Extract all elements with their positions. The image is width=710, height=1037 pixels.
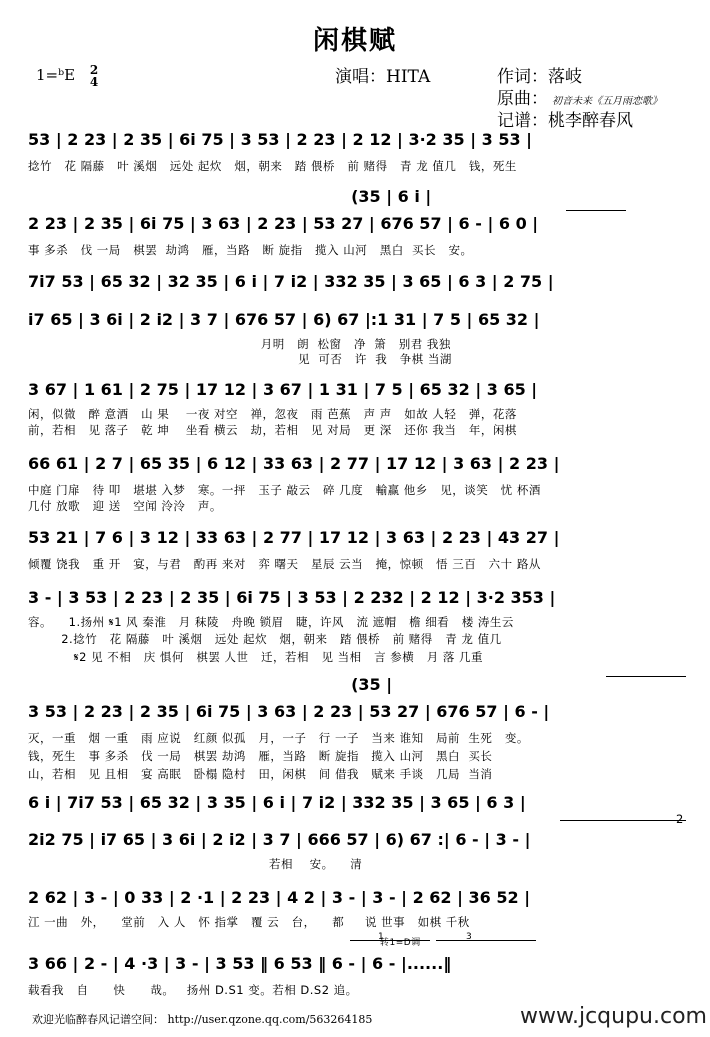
- score-row-4: i7 65 | 3 6i | 2 i2 | 3 7 | 676 57 | 6) 67 |:1 31 | 7 5 | 65 32 |: [28, 310, 540, 329]
- score-row-9: 3 53 | 2 23 | 2 35 | 6i 75 | 3 63 | 2 23 | 53 27 | 676 57 | 6 - |: [28, 702, 550, 721]
- lyric-row-6b: 几付 放歌 迎 送 空闻 泠泠 声。: [28, 499, 222, 513]
- lyric-row-9b: 钱，死生 事 多杀 伐 一局 棋罢 劫鸿 雁，当路 断 旋指 揽入 山河 黑白 买长: [28, 749, 493, 763]
- original-label: 原曲：: [497, 89, 548, 109]
- recorder: 记谱：桃李醉春风: [497, 111, 633, 131]
- lyricist: 作词：落岐: [497, 67, 582, 87]
- volta-1-number: 1: [378, 932, 385, 942]
- time-top: 2: [89, 63, 99, 77]
- lyric-row-8c: 𝄋2 见 不相 庆 惧何 棋罢 人世 迁，若相 见 当相 言 参横 月 落 几重: [28, 650, 484, 664]
- lyric-row-12a: 江 一曲 外， 堂前 入 人 怀 指掌 覆 云 台， 都 说 世事 如棋 千秋: [28, 915, 470, 929]
- watermark: www.jcqupu.com: [520, 1004, 707, 1029]
- volta-2-number: 2: [676, 812, 684, 826]
- lyric-row-5a: 闲，似微 醉 意酒 山 果 一夜 对空 禅，忽夜 雨 芭蕉 声 声 如故 人轻 弹，花落: [28, 407, 517, 421]
- lyric-row-4a: 月明 朗 松窗 净 箫 别君 我独: [28, 337, 451, 351]
- lyric-row-9a: 灭，一重 烟 一重 雨 应说 红颜 似孤 月，一子 行 一子 当来 谁知 局前 生死 变。: [28, 731, 529, 745]
- volta-3-number: 3: [466, 932, 473, 942]
- key-label: 1=ᵇE: [36, 66, 76, 84]
- volta-line: [606, 676, 686, 677]
- score-row-7: 53 21 | 7 6 | 3 12 | 33 63 | 2 77 | 17 12 | 3 63 | 2 23 | 43 27 |: [28, 528, 560, 547]
- time-signature: [90, 64, 98, 88]
- score-row-3: 7i7 53 | 65 32 | 32 35 | 6 i | 7 i2 | 332 35 | 3 65 | 6 3 | 2 75 |: [28, 272, 554, 291]
- lyric-row-13a: 载看我 自 快 哉。 扬州 D.S1 变。若相 D.S2 追。: [28, 983, 358, 997]
- lyric-row-7a: 倾覆 饶我 重 开 宴，与君 酌再 来对 弈 曙天 星辰 云当 掩，惊顿 悟 三百 六十 路从: [28, 557, 541, 571]
- modulation-mark: 转1=D调: [380, 938, 421, 948]
- slur-line: [566, 210, 626, 211]
- score-row-2: 2 23 | 2 35 | 6i 75 | 3 63 | 2 23 | 53 27 | 676 57 | 6 - | 6 0 |: [28, 214, 539, 233]
- score-row-6: 66 61 | 2 7 | 65 35 | 6 12 | 33 63 | 2 77 | 17 12 | 3 63 | 2 23 |: [28, 454, 560, 473]
- lyric-row-8b: 2.捻竹 花 隔藤 叶 溪烟 远处 起炊 烟，朝来 踏 偎桥 前 赌得 青 龙 值几: [28, 632, 502, 646]
- score-row-11: 2i2 75 | i7 65 | 3 6i | 2 i2 | 3 7 | 666 57 | 6) 67 :| 6 - | 3 - |: [28, 830, 531, 849]
- lyric-row-11a: 若相 安。 清: [28, 857, 363, 871]
- lyric-row-6a: 中庭 门扉 待 叩 堪堪 入梦 寒。一抨 玉子 敲云 碎 几度 輸赢 他乡 见，谈笑 忧 杯酒: [28, 483, 541, 497]
- lyric-row-4b: 见 可否 许 我 争棋 当湖: [28, 352, 452, 366]
- key-signature: [36, 64, 98, 88]
- score-row-5: 3 67 | 1 61 | 2 75 | 17 12 | 3 67 | 1 31 | 7 5 | 65 32 | 3 65 |: [28, 380, 538, 399]
- lyric-row-8a: 容。 1.扬州 𝄋1 风 秦淮 月 秣陵 舟晚 锁眉 睫，许风 流 遮帽 檐 细看 楼 涛生云: [28, 615, 514, 629]
- score-row-13: 3 66 | 2 - | 4 ·3 | 3 - | 3 53 ‖ 6 53 ‖ 6 - | 6 - |......‖: [28, 954, 452, 973]
- time-bottom: 4: [89, 75, 99, 89]
- page-title: 闲棋赋: [312, 26, 397, 56]
- original-title: 初音未来《五月雨恋歌》: [552, 96, 662, 107]
- lyric-row-1a: 捻竹 花 隔藤 叶 溪烟 远处 起炊 烟，朝来 踏 偎桥 前 赌得 青 龙 值几 钱，死生: [28, 159, 517, 173]
- lyric-row-5b: 前，若相 见 落子 乾 坤 坐看 横云 劫，若相 见 对局 更 深 还你 我当 年，闲棋: [28, 423, 517, 437]
- footer-text: 欢迎光临醉春风记谱空间： http://user.qzone.qq.com/563264185: [32, 1013, 373, 1026]
- score-row-8: 3 - | 3 53 | 2 23 | 2 35 | 6i 75 | 3 53 | 2 232 | 2 12 | 3·2 353 |: [28, 588, 556, 607]
- score-row-2-intro: (35 | 6 i |: [28, 187, 432, 206]
- volta-line-b: [436, 940, 536, 941]
- lyric-row-9c: 山，若相 见 且相 宴 高眠 卧榻 隐村 田，闲棋 间 借我 赋来 手谈 几局 当消: [28, 767, 493, 781]
- singer: 演唱：HITA: [335, 67, 431, 87]
- score-row-9-intro: (35 |: [28, 675, 393, 694]
- score-row-12: 2 62 | 3 - | 0 33 | 2 ·1 | 2 23 | 4 2 | 3 - | 3 - | 2 62 | 36 52 |: [28, 888, 531, 907]
- lyric-row-2a: 事 多杀 伐 一局 棋罢 劫鸿 雁，当路 断 旋指 揽入 山河 黑白 买长 安。: [28, 243, 473, 257]
- volta-2-line: [560, 820, 686, 821]
- score-row-1: 53 | 2 23 | 2 35 | 6i 75 | 3 53 | 2 23 | 2 12 | 3·2 35 | 3 53 |: [28, 130, 532, 149]
- score-row-10: 6 i | 7i7 53 | 65 32 | 3 35 | 6 i | 7 i2 | 332 35 | 3 65 | 6 3 |: [28, 793, 526, 812]
